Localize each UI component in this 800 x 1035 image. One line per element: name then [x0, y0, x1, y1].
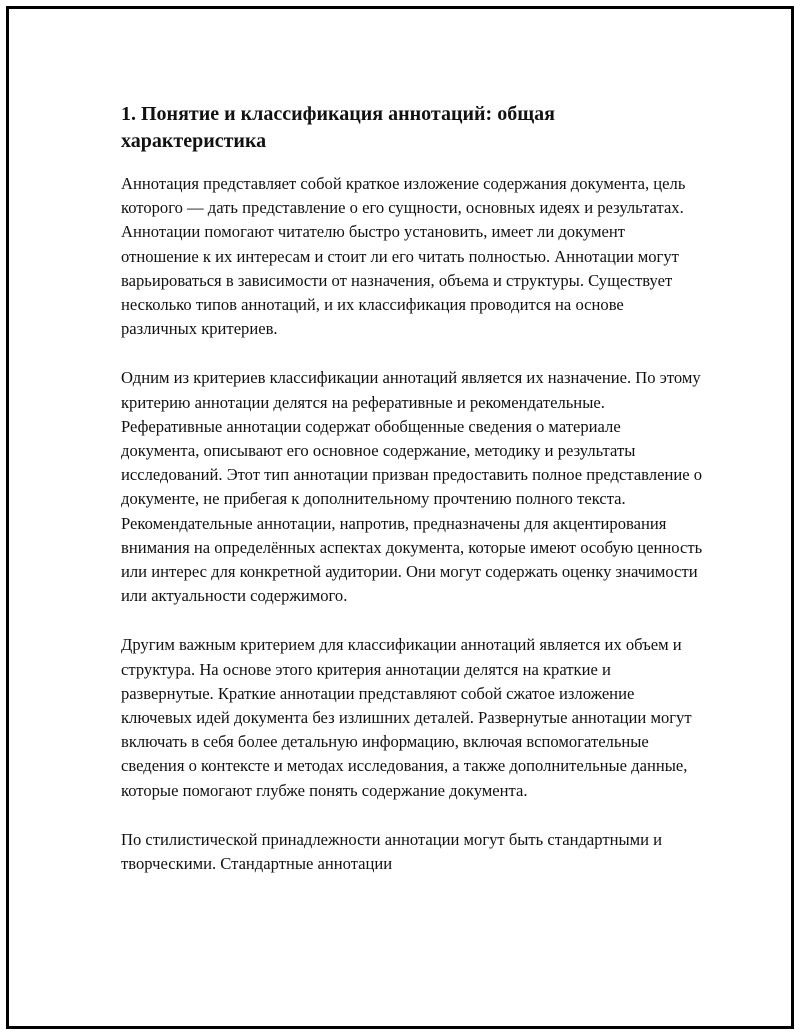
section-heading: 1. Понятие и классификация аннотаций: общая характеристика: [121, 103, 555, 152]
paragraph-definition: Аннотация представляет собой краткое изложение содержания документа, цель которого — дать представление о его сущности, основных идеях и результатах. Аннотации помогают читателю быстро установить, имеет ли документ отношение к их интересам и стоит ли его читать полностью. Аннотации могут варьироваться в зависимости от назначения, объема и структуры. Существует несколько типов аннотаций, и их классификация проводится на основе различных критериев.: [121, 174, 686, 339]
page-frame: [6, 6, 794, 1029]
document-body: [121, 101, 703, 901]
paragraph-purpose-criterion: Одним из критериев классификации аннотаций является их назначение. По этому критерию аннотации делятся на реферативные и рекомендательные. Реферативные аннотации содержат обобщенные сведения о материале документа, описывают его основное содержание, методику и результаты исследований. Этот тип аннотации призван предоставить полное представление о документе, не прибегая к дополнительному прочтению полного текста. Рекомендательные аннотации, напротив, предназначены для акцентирования внимания на определённых аспектах документа, которые имеют особую ценность или интерес для конкретной аудитории. Они могут содержать оценку значимости или актуальности содержимого.: [121, 368, 703, 606]
paragraph-volume-criterion: Другим важным критерием для классификации аннотаций является их объем и структура. На основе этого критерия аннотации делятся на краткие и развернутые. Краткие аннотации представляют собой сжатое изложение ключевых идей документа без излишних деталей. Развернутые аннотации могут включать в себя более детальную информацию, включая вспомогательные сведения о контексте и методах исследования, а также дополнительные данные, которые помогают глубже понять содержание документа.: [121, 635, 692, 800]
paragraph-style-criterion: По стилистической принадлежности аннотации могут быть стандартными и творческими. Стандартные аннотации: [121, 829, 663, 874]
